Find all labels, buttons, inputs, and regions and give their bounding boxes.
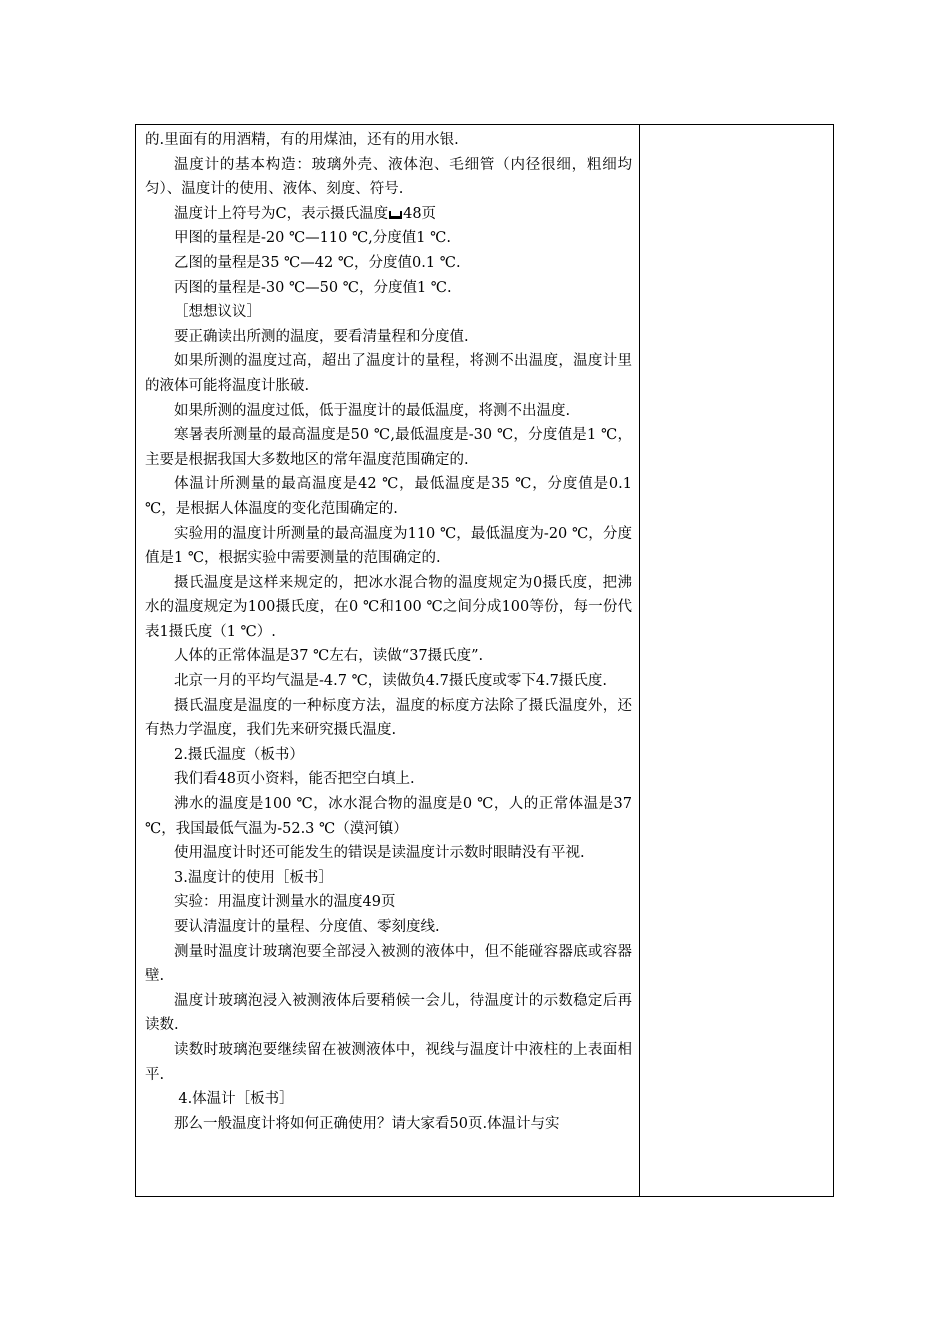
paragraph: 要认清温度计的量程、分度值、零刻度线. — [174, 919, 440, 935]
notes-cell — [640, 125, 834, 1197]
placeholder-mark-icon — [389, 211, 402, 219]
paragraph: 摄氏温度是温度的一种标度方法，温度的标度方法除了摄氏温度外，还有热力学温度，我们先来研究摄氏温度. — [145, 697, 632, 739]
main-content-cell — [136, 125, 640, 1197]
paragraph: 实验用的温度计所测量的最高温度为110 ℃，最低温度为-20 ℃，分度值是1 ℃，根据实验中需要测量的范围确定的. — [145, 525, 632, 567]
paragraph: 使用温度计时还可能发生的错误是读温度计示数时眼睛没有平视. — [174, 845, 585, 862]
paragraph: 甲图的量程是-20 ℃—110 ℃,分度值1 ℃. — [174, 230, 451, 247]
paragraph: 的.里面有的用酒精，有的用煤油，还有的用水银. — [145, 132, 459, 148]
page-ref: 48页 — [403, 205, 437, 222]
paragraph: 如果所测的温度过低，低于温度计的最低温度，将测不出温度. — [174, 402, 571, 419]
paragraph: 寒暑表所测量的最高温度是50 ℃,最低温度是-30 ℃，分度值是1 ℃，主要是根据我国大多数地区的常年温度范围确定的. — [145, 427, 632, 468]
paragraph: 如果所测的温度过高，超出了温度计的量程，将测不出温度，温度计里的液体可能将温度计胀破. — [145, 353, 632, 394]
paragraph-text: 温度计上符号为C，表示摄氏温度 — [174, 205, 389, 222]
paragraph: 人体的正常体温是37 ℃左右，读做“37摄氏度”. — [174, 648, 484, 665]
section-heading: 4.体温计［板书］ — [178, 1091, 294, 1108]
paragraph: 沸水的温度是100 ℃，冰水混合物的温度是0 ℃，人的正常体温是37 ℃，我国最低气温为-52.3 ℃（漠河镇） — [145, 796, 632, 837]
lesson-table — [135, 124, 834, 1197]
paragraph: 丙图的量程是-30 ℃—50 ℃，分度值1 ℃. — [174, 279, 452, 296]
paragraph: 读数时玻璃泡要继续留在被测液体中，视线与温度计中液柱的上表面相平. — [145, 1041, 632, 1083]
section-heading: 2.摄氏温度（板书） — [174, 746, 304, 763]
table-row — [136, 125, 834, 1197]
lesson-text — [136, 125, 639, 1136]
paragraph: 北京一月的平均气温是-4.7 ℃，读做负4.7摄氏度或零下4.7摄氏度. — [174, 673, 608, 690]
paragraph: 我们看48页小资料，能否把空白填上. — [174, 771, 415, 788]
paragraph: 实验：用温度计测量水的温度49页 — [174, 894, 396, 911]
paragraph: 那么一般温度计将如何正确使用？请大家看50页.体温计与实 — [174, 1115, 560, 1132]
paragraph: 温度计的基本构造：玻璃外壳、液体泡、毛细管（内径很细，粗细均匀）、温度计的使用、液体、刻度、符号. — [145, 156, 632, 198]
paragraph: 要正确读出所测的温度，要看清量程和分度值. — [174, 328, 469, 345]
paragraph: 温度计玻璃泡浸入被测液体后要稍候一会儿，待温度计的示数稳定后再读数. — [145, 992, 632, 1034]
section-heading: 3.温度计的使用［板书］ — [174, 869, 333, 886]
paragraph: 测量时温度计玻璃泡要全部浸入被测的液体中，但不能碰容器底或容器壁. — [145, 943, 632, 985]
section-heading: ［想想议议］ — [174, 304, 261, 321]
paragraph: 体温计所测量的最高温度是42 ℃，最低温度是35 ℃，分度值是0.1 ℃，是根据人体温度的变化范围确定的. — [145, 476, 632, 517]
paragraph: 摄氏温度是这样来规定的，把冰水混合物的温度规定为0摄氏度，把沸水的温度规定为100摄氏度，在0 ℃和100 ℃之间分成100等份，每一份代表1摄氏度（1 ℃）. — [145, 574, 632, 640]
paragraph — [145, 202, 632, 227]
paragraph: 乙图的量程是35 ℃—42 ℃，分度值0.1 ℃. — [174, 254, 461, 271]
